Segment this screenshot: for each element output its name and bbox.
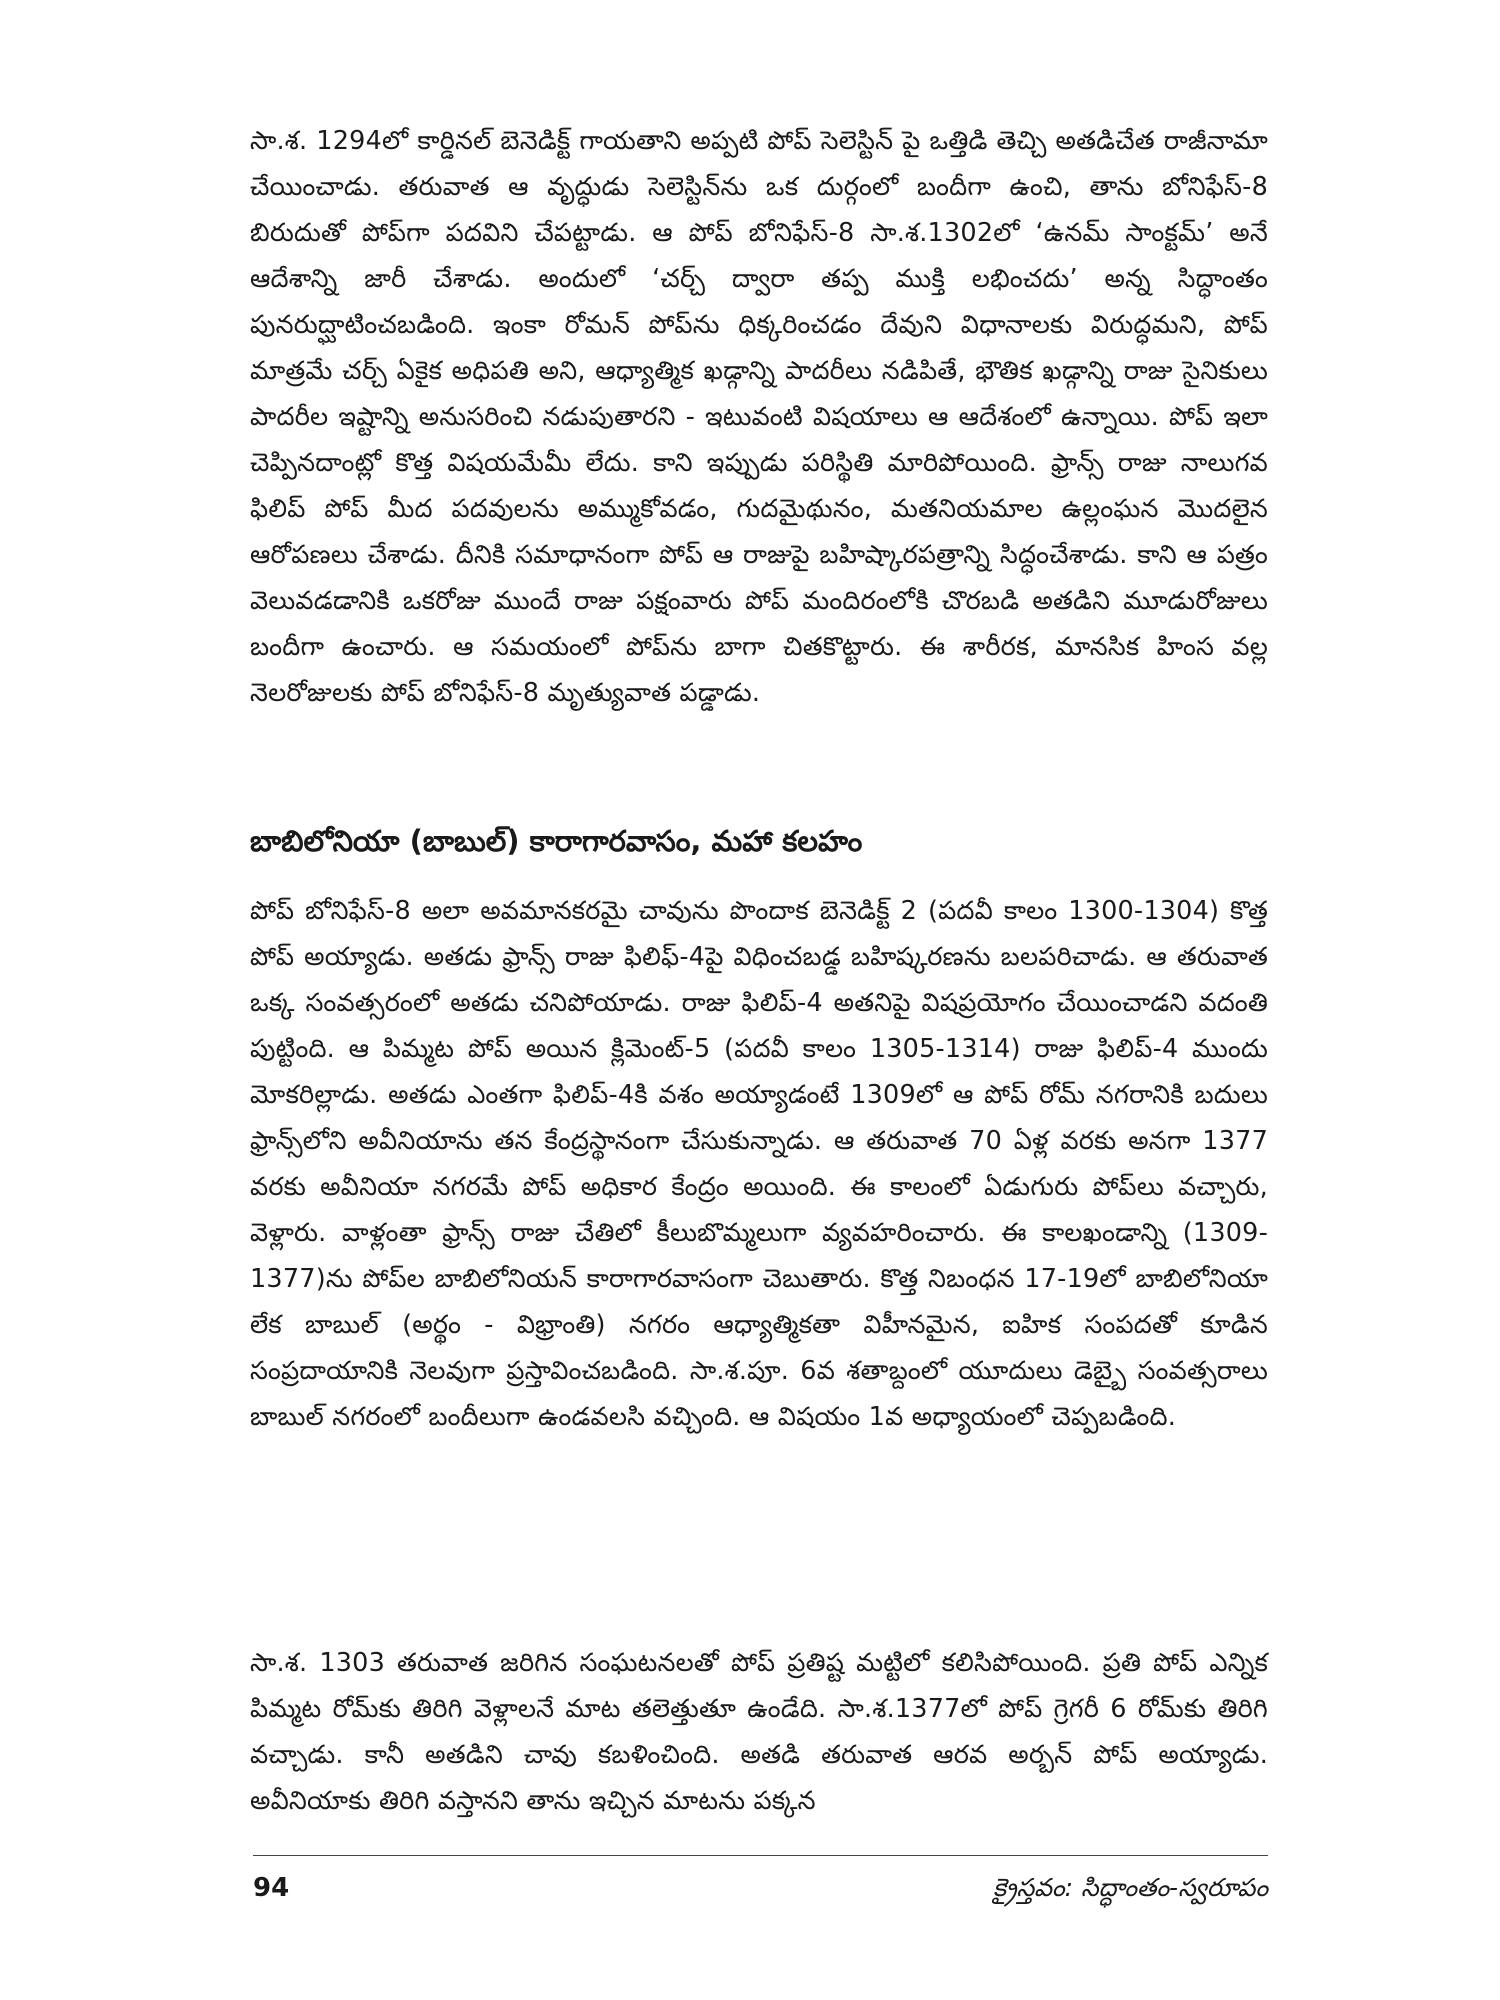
footer-divider	[253, 1855, 1268, 1856]
paragraph-2-text: పోప్ బోనిఫేస్-8 అలా అవమానకరమై చావును పొందాక బెనెడిక్ట్ 2 (పదవీ కాలం 1300-1304) కొత్త పోప్ అయ్యాడు. అతడు ఫ్రాన్స్ రాజు ఫిలిఫ్-4పై విధించబడ్డ బహిష్కరణను బలపరిచాడు. ఆ తరువాత ఒక్క సంవత్సరంలో అతడు చనిపోయాడు. రాజు ఫిలిప్-4 అతనిపై విషప్రయోగం చేయించాడని వదంతి పుట్టింది. ఆ పిమ్మట పోప్ అయిన క్లిమెంట్-5 (పదవీ కాలం 1305-1314) రాజు ఫిలిప్-4 ముందు మోకరిల్లాడు. అతడు ఎంతగా ఫిలిప్-4కి వశం అయ్యాడంటే 1309లో ఆ పోప్ రోమ్ నగరానికి బదులు ఫ్రాన్స్‌లోని అవీనియాను తన కేంద్రస్థానంగా చేసుకున్నాడు. ఆ తరువాత 70 ఏళ్ల వరకు అనగా 1377 వరకు అవీనియా నగరమే పోప్ అధికార కేంద్రం అయింది. ఈ కాలంలో ఏడుగురు పోప్‌లు వచ్చారు, వెళ్లారు. వాళ్లంతా ఫ్రాన్స్ రాజు చేతిలో కీలుబొమ్మలుగా వ్యవహరించారు. ఈ కాలఖండాన్ని (1309-1377)ను పోప్‌ల బాబిలోనియన్ కారాగారవాసంగా చెబుతారు. కొత్త నిబంధన 17-19లో బాబిలోనియా లేక బాబుల్ (అర్థం - విభ్రాంతి) నగరం ఆధ్యాత్మికతా విహీనమైన, ఐహిక సంపదతో కూడిన సంప్రదాయానికి నెలవుగా ప్రస్తావించబడింది. సా.శ.పూ. 6వ శతాబ్దంలో యూదులు డెబ్బై సంవత్సరాలు బాబుల్ నగరంలో బందీలుగా ఉండవలసి వచ్చింది. ఆ విషయం 1వ అధ్యాయంలో చెప్పబడింది.	[250, 896, 1268, 1432]
paragraph-3-text: సా.శ. 1303 తరువాత జరిగిన సంఘటనలతో పోప్ ప్రతిష్ట మట్టిలో కలిసిపోయింది. ప్రతి పోప్ ఎన్నిక పిమ్మట రోమ్‌కు తిరిగి వెళ్లాలనే మాట తలెత్తుతూ ఉండేది. సా.శ.1377లో పోప్ గ్రెగరీ 6 రోమ్‌కు తిరిగి వచ్చాడు. కానీ అతడిని చావు కబళించింది. అతడి తరువాత ఆరవ అర్బన్ పోప్ అయ్యాడు. అవీనియాకు తిరిగి వస్తానని తాను ఇచ్చిన మాటను పక్కన	[250, 1648, 1268, 1816]
paragraph-3	[250, 1640, 1268, 1824]
paragraph-1	[250, 118, 1268, 716]
running-title: క్రైస్తవం: సిద్ధాంతం-స్వరూపం	[993, 1873, 1268, 1902]
page-number: 94	[253, 1873, 290, 1903]
section-heading: బాబిలోనియా (బాబుల్) కారాగారవాసం, మహా కలహం	[250, 824, 863, 858]
paragraph-2	[250, 888, 1268, 1440]
paragraph-1-text: సా.శ. 1294లో కార్డినల్ బెనెడిక్ట్ గాయతాని అప్పటి పోప్ సెలెస్టిన్ పై ఒత్తిడి తెచ్చి అతడిచేత రాజీనామా చేయించాడు. తరువాత ఆ వృద్ధుడు సెలెస్టిన్‌ను ఒక దుర్గంలో బందీగా ఉంచి, తాను బోనిఫేస్-8 బిరుదుతో పోప్‌గా పదవిని చేపట్టాడు. ఆ పోప్ బోనిఫేస్-8 సా.శ.1302లో ‘ఉనమ్ సాంక్టమ్’ అనే ఆదేశాన్ని జారీ చేశాడు. అందులో ‘చర్చ్ ద్వారా తప్ప ముక్తి లభించదు’ అన్న సిద్ధాంతం పునరుద్ఘాటించబడింది. ఇంకా రోమన్ పోప్‌ను ధిక్కరించడం దేవుని విధానాలకు విరుద్ధమని, పోప్ మాత్రమే చర్చ్ ఏకైక అధిపతి అని, ఆధ్యాత్మిక ఖడ్గాన్ని పాదరీలు నడిపితే, భౌతిక ఖడ్గాన్ని రాజు సైనికులు పాదరీల ఇష్టాన్ని అనుసరించి నడుపుతారని - ఇటువంటి విషయాలు ఆ ఆదేశంలో ఉన్నాయి. పోప్ ఇలా చెప్పినదాంట్లో కొత్త విషయమేమీ లేదు. కాని ఇప్పుడు పరిస్థితి మారిపోయింది. ఫ్రాన్స్ రాజు నాలుగవ ఫిలిప్ పోప్ మీద పదవులను అమ్ముకోవడం, గుదమైథునం, మతనియమాల ఉల్లంఘన మొదలైన ఆరోపణలు చేశాడు. దీనికి సమాధానంగా పోప్ ఆ రాజుపై బహిష్కారపత్రాన్ని సిద్ధంచేశాడు. కాని ఆ పత్రం వెలువడడానికి ఒకరోజు ముందే రాజు పక్షంవారు పోప్ మందిరంలోకి చొరబడి అతడిని మూడురోజులు బందీగా ఉంచారు. ఆ సమయంలో పోప్‌ను బాగా చితకొట్టారు. ఈ శారీరక, మానసిక హింస వల్ల నెలరోజులకు పోప్ బోనిఫేస్-8 మృత్యువాత పడ్డాడు.	[250, 126, 1268, 708]
